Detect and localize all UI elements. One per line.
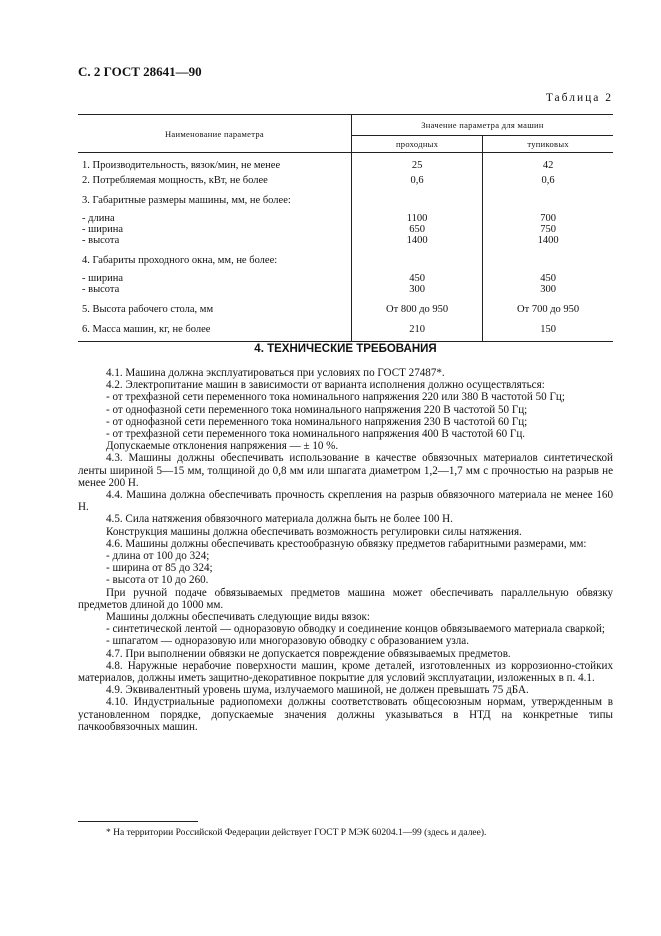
table-row bbox=[78, 153, 613, 172]
paragraph: - синтетической лентой — одноразовую обводку и соединение концов обвязываемого материала сваркой; bbox=[106, 623, 605, 636]
table-row bbox=[78, 206, 613, 224]
cell-deadend-value: 42 bbox=[483, 153, 613, 172]
cell-parameter-name: - высота bbox=[82, 235, 120, 246]
paragraph: Конструкция машины должна обеспечивать возможность регулировки силы натяжения. bbox=[106, 525, 522, 538]
paragraph: 4.9. Эквивалентный уровень шума, излучаемого машиной, не должен превышать 75 дБА. bbox=[106, 684, 529, 697]
cell-deadend-value: 700 bbox=[483, 206, 613, 224]
cell-deadend-value: От 700 до 950 bbox=[483, 295, 613, 315]
cell-parameter-name: - длина bbox=[82, 213, 115, 224]
page-header: С. 2 ГОСТ 28641—90 bbox=[78, 64, 202, 79]
cell-parameter-name: 5. Высота рабочего стола, мм bbox=[82, 304, 214, 315]
paragraph: При ручной подаче обвязываемых предметов машина может обеспечивать параллельную обвязку предметов длиной до 1000 мм. bbox=[78, 586, 613, 611]
col-header-value-group: Значение параметра для машин bbox=[352, 115, 614, 136]
cell-through-value: 210 bbox=[352, 315, 483, 342]
cell-deadend-value: 450 bbox=[483, 266, 613, 284]
section-title: 4. ТЕХНИЧЕСКИЕ ТРЕБОВАНИЯ bbox=[254, 343, 437, 355]
paragraph: - шпагатом — одноразовую или многоразовую обводку с образованием узла. bbox=[106, 635, 469, 648]
cell-parameter-name: 3. Габаритные размеры машины, мм, не более: bbox=[82, 195, 291, 206]
cell-parameter-name: - ширина bbox=[82, 224, 123, 235]
footnote: * На территории Российской Федерации действует ГОСТ Р МЭК 60204.1—99 (здесь и далее). bbox=[106, 828, 487, 838]
footnote-divider bbox=[78, 821, 198, 822]
col-header-name: Наименование параметра bbox=[78, 115, 352, 153]
cell-parameter-name: 2. Потребляемая мощность, кВт, не более bbox=[82, 175, 268, 186]
table-row bbox=[78, 171, 613, 186]
paragraph: 4.7. При выполнении обвязки не допускается повреждение обвязываемых предметов. bbox=[106, 647, 511, 660]
paragraph: Допускаемые отклонения напряжения — ± 10 %. bbox=[106, 440, 339, 453]
cell-through-value: 1100 bbox=[352, 206, 483, 224]
cell-through-value: 1400 bbox=[352, 235, 483, 246]
table-row bbox=[78, 295, 613, 315]
table-row bbox=[78, 284, 613, 295]
table-label: Таблица 2 bbox=[545, 92, 613, 104]
table-row bbox=[78, 315, 613, 342]
paragraph: - высота от 10 до 260. bbox=[106, 574, 209, 587]
cell-deadend-value bbox=[483, 186, 613, 206]
cell-deadend-value: 300 bbox=[483, 284, 613, 295]
paragraph: 4.3. Машины должны обеспечивать использование в качестве обвязочных материалов синтетической ленты шириной 5—15 мм, толщиной до 0,8 мм или шпагата диаметром 1,2—1,7 мм с прочностью на разрыв не менее 200 Н. bbox=[78, 452, 613, 489]
table-row bbox=[78, 266, 613, 284]
paragraph: - от однофазной сети переменного тока номинального напряжения 220 В частотой 50 Гц; bbox=[106, 403, 528, 416]
paragraph: 4.4. Машина должна обеспечивать прочность скрепления на разрыв обвязочного материала не менее 160 Н. bbox=[78, 489, 613, 514]
cell-parameter-name: 1. Производительность, вязок/мин, не менее bbox=[82, 160, 281, 171]
cell-through-value: 450 bbox=[352, 266, 483, 284]
cell-parameter-name: 4. Габариты проходного окна, мм, не более: bbox=[82, 255, 278, 266]
table-row bbox=[78, 186, 613, 206]
paragraph: - длина от 100 до 324; bbox=[106, 550, 210, 563]
cell-deadend-value: 1400 bbox=[483, 235, 613, 246]
col-header-through: проходных bbox=[352, 136, 483, 153]
paragraph: - от однофазной сети переменного тока номинального напряжения 230 В частотой 60 Гц; bbox=[106, 415, 528, 428]
cell-deadend-value: 0,6 bbox=[483, 171, 613, 186]
cell-deadend-value: 150 bbox=[483, 315, 613, 342]
paragraph: 4.1. Машина должна эксплуатироваться при условиях по ГОСТ 27487*. bbox=[106, 367, 445, 379]
cell-parameter-name: 6. Масса машин, кг, не более bbox=[82, 324, 211, 335]
cell-through-value: 0,6 bbox=[352, 171, 483, 186]
table-row bbox=[78, 235, 613, 246]
paragraph: 4.5. Сила натяжения обвязочного материала должна быть не более 100 Н. bbox=[106, 513, 453, 526]
cell-through-value: 25 bbox=[352, 153, 483, 172]
cell-through-value: 300 bbox=[352, 284, 483, 295]
parameters-table bbox=[78, 114, 613, 342]
paragraph: 4.8. Наружные нерабочие поверхности машин, кроме деталей, изготовленных из коррозионно-стойких материалов, должны иметь защитно-декоративное покрытие для условий эксплуатации, изложенных в п. 4.1. bbox=[78, 659, 613, 685]
table-row bbox=[78, 224, 613, 235]
cell-through-value bbox=[352, 186, 483, 206]
cell-through-value bbox=[352, 246, 483, 266]
paragraph: 4.6. Машины должны обеспечивать крестообразную обвязку предметов габаритными размерами, мм: bbox=[106, 537, 587, 550]
paragraph: 4.2. Электропитание машин в зависимости от варианта исполнения должно осуществляться: bbox=[106, 379, 545, 392]
paragraph: - ширина от 85 до 324; bbox=[106, 562, 213, 575]
paragraph: - от трехфазной сети переменного тока номинального напряжения 220 или 380 В частотой 50 Гц; bbox=[106, 391, 565, 404]
paragraph: Машины должны обеспечивать следующие виды вязок: bbox=[106, 611, 370, 624]
section-body bbox=[78, 367, 613, 733]
cell-parameter-name: - ширина bbox=[82, 273, 123, 284]
paragraph: - от трехфазной сети переменного тока номинального напряжения 400 В частотой 60 Гц. bbox=[106, 428, 526, 441]
cell-deadend-value bbox=[483, 246, 613, 266]
col-header-deadend: тупиковых bbox=[483, 136, 613, 153]
cell-parameter-name: - высота bbox=[82, 284, 120, 295]
paragraph: 4.10. Индустриальные радиопомехи должны соответствовать общесоюзным нормам, утвержденным в установленном порядке, допускаемые значения должны указываться в НТД на конкретные типы пачкообвязочных машин. bbox=[78, 696, 613, 733]
cell-deadend-value: 750 bbox=[483, 224, 613, 235]
table-row bbox=[78, 246, 613, 266]
cell-through-value: От 800 до 950 bbox=[352, 295, 483, 315]
cell-through-value: 650 bbox=[352, 224, 483, 235]
